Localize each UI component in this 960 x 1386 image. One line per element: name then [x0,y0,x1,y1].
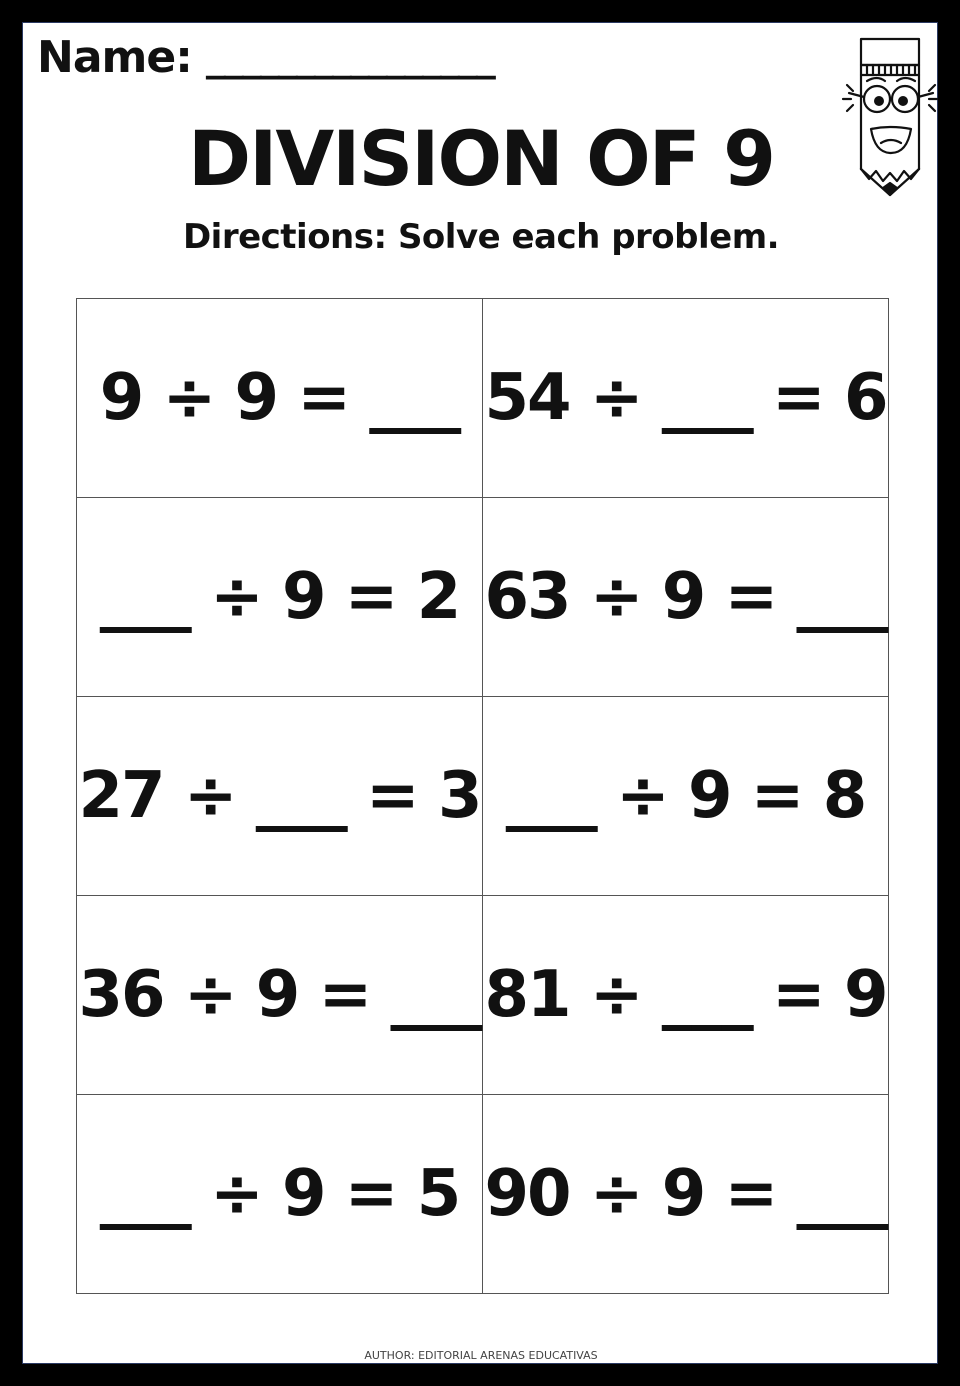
directions-text: Directions: Solve each problem. [182,217,780,257]
problem-cell[interactable] [77,896,483,1095]
problem-cell[interactable] [483,697,889,896]
author-credit: AUTHOR: EDITORIAL ARENAS EDUCATIVAS [364,1349,598,1362]
name-label: Name: [37,31,192,83]
problem-text: ___ ÷ 9 = 2 [99,560,460,634]
problem-cell[interactable] [77,697,483,896]
problem-text: 63 ÷ 9 = ___ [484,560,887,634]
problem-text: 9 ÷ 9 = ___ [99,361,460,435]
problem-cell[interactable] [483,498,889,697]
pencil-mascot-icon [839,35,939,201]
problem-cell[interactable] [483,896,889,1095]
problem-row [77,1095,889,1294]
name-blank-line[interactable]: ________________ [205,34,494,80]
problem-row [77,498,889,697]
problem-text: 54 ÷ ___ = 6 [484,361,887,435]
problem-cell[interactable] [77,498,483,697]
problem-row [77,299,889,498]
name-row [37,27,494,87]
problem-text: 90 ÷ 9 = ___ [484,1157,887,1231]
problem-text: ___ ÷ 9 = 8 [505,759,866,833]
problem-cell[interactable] [77,1095,483,1294]
page-title: DIVISION OF 9 [187,114,774,203]
problem-text: ___ ÷ 9 = 5 [99,1157,460,1231]
problem-text: 36 ÷ 9 = ___ [78,958,481,1032]
problem-cell[interactable] [77,299,483,498]
problem-cell[interactable] [483,1095,889,1294]
problem-text: 81 ÷ ___ = 9 [484,958,887,1032]
problem-cell[interactable] [483,299,889,498]
problem-text: 27 ÷ ___ = 3 [78,759,481,833]
problem-row [77,697,889,896]
problem-grid [76,298,889,1294]
problem-row [77,896,889,1095]
worksheet-page [22,22,938,1364]
